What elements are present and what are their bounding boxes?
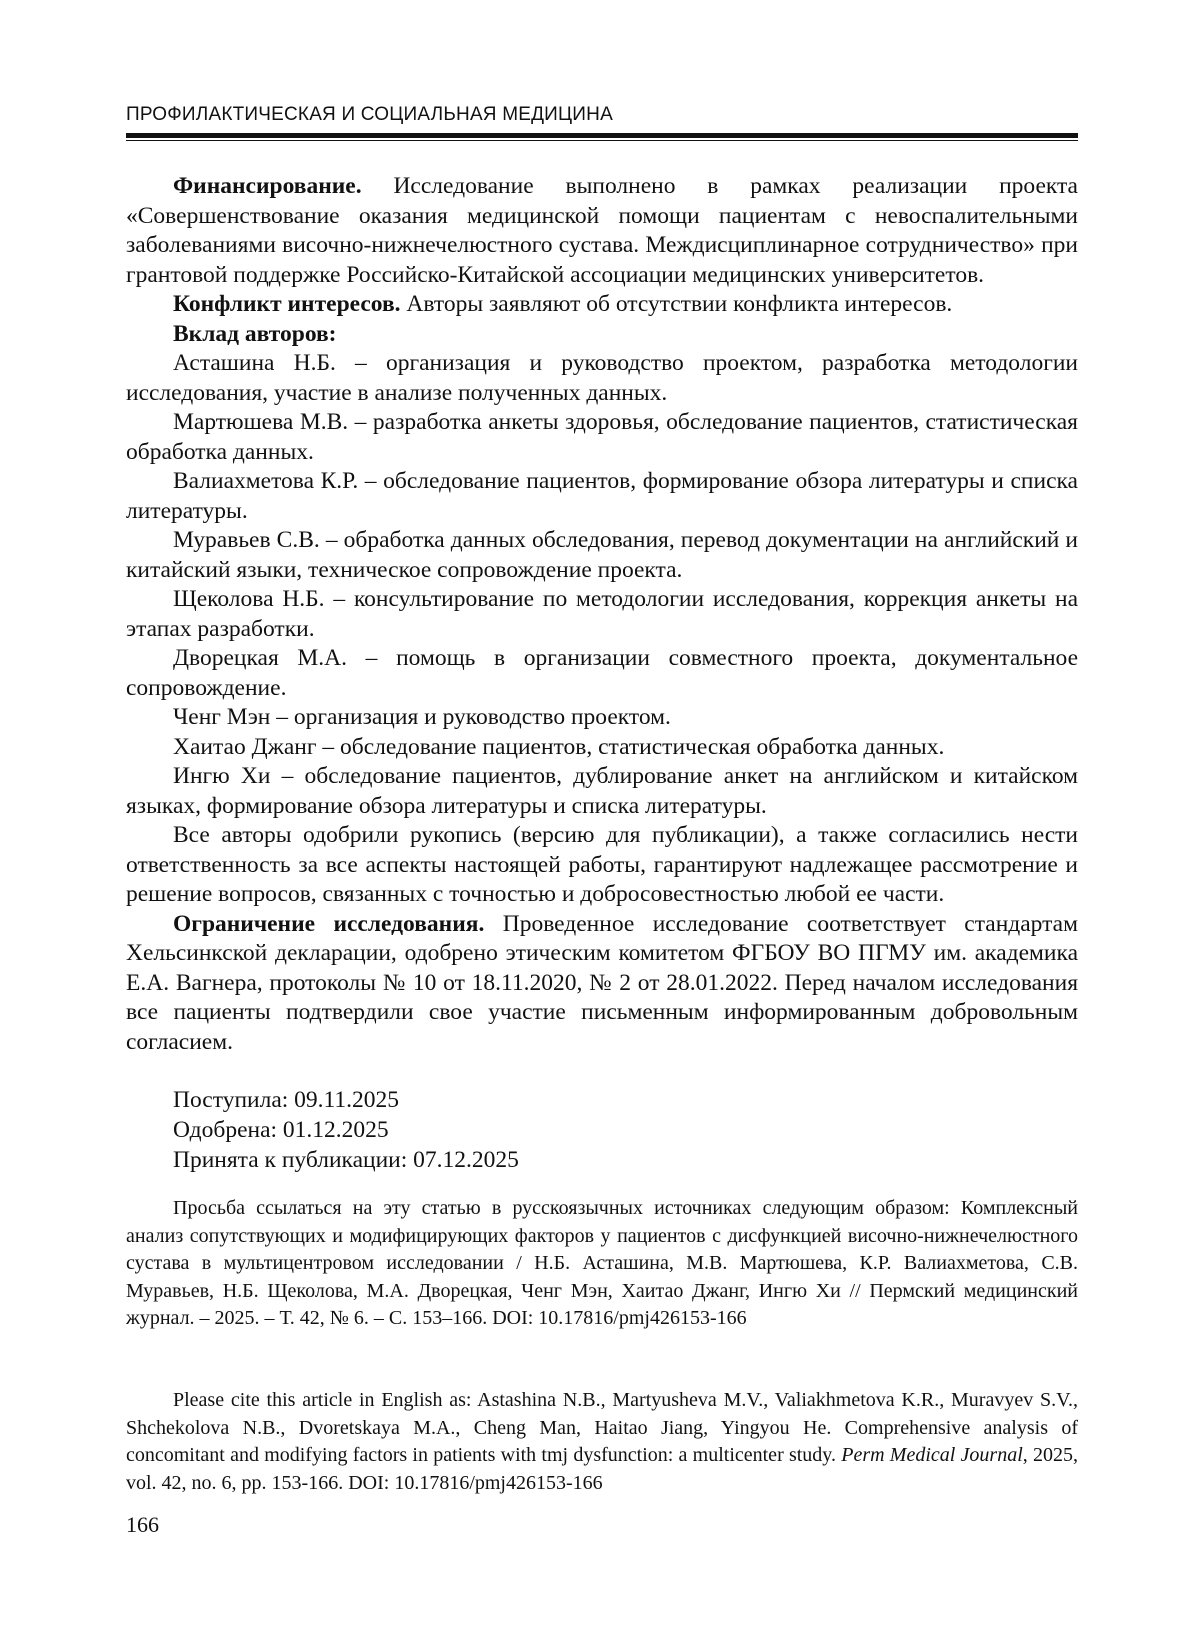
- citation-english: [126, 1387, 1078, 1497]
- contribution-item: Хаитао Джанг – обследование пациентов, статистическая обработка данных.: [173, 733, 945, 760]
- contribution-item: Ченг Мэн – организация и руководство проектом.: [173, 704, 671, 730]
- section-header: ПРОФИЛАКТИЧЕСКАЯ И СОЦИАЛЬНАЯ МЕДИЦИНА: [126, 104, 613, 125]
- contribution-item: Асташина Н.Б. – организация и руководство проектом, разработка методологии исследования, участие в анализе полученных данных.: [126, 350, 1078, 406]
- conflict-label: Конфликт интересов.: [173, 291, 401, 317]
- date-accepted: Принята к публикации: 07.12.2025: [173, 1147, 519, 1173]
- contribution-item: Валиахметова К.Р. – обследование пациентов, формирование обзора литературы и списка литературы.: [126, 468, 1078, 524]
- contribution-item: Дворецкая М.А. – помощь в организации совместного проекта, документальное сопровождение.: [126, 645, 1078, 701]
- article-dates: [173, 1085, 519, 1175]
- date-approved: Одобрена: 01.12.2025: [173, 1117, 389, 1143]
- limitation-label: Ограничение исследования.: [173, 910, 485, 937]
- contribution-item: Щеколова Н.Б. – консультирование по методологии исследования, коррекция анкеты на этапах разработки.: [126, 586, 1078, 642]
- conflict-paragraph: [126, 290, 1078, 320]
- article-body: [126, 172, 1078, 1057]
- contribution-item: Ингю Хи – обследование пациентов, дублирование анкет на английском и китайском языках, формирование обзора литературы и списка литературы.: [126, 763, 1078, 819]
- header-rule-thin: [126, 140, 1078, 141]
- contributions-heading: Вклад авторов:: [173, 320, 337, 347]
- funding-label: Финансирование.: [173, 173, 362, 199]
- citation-english-text: Please cite this article in English as: Astashina N.B., Martyusheva M.V., Valiakhmetova K.R., Muravyev S.V., Shchekolova N.B., Dvoretskaya M.A., Cheng Man, Haitao Jiang, Yingyou He. Comprehensive analysis of concomitant and modifying factors in patients with tmj dysfunction: a multicenter study.: [126, 1389, 1078, 1466]
- contribution-item: Все авторы одобрили рукопись (версию для публикации), а также согласились нести ответственность за все аспекты настоящей работы, гарантируют надлежащее рассмотрение и решение вопросов, связанных с точностью и добросовестностью любой ее части.: [126, 822, 1078, 907]
- page-number: 166: [126, 1512, 159, 1537]
- citation-russian: Просьба ссылаться на эту статью в русскоязычных источниках следующим образом: Комплексный анализ сопутствующих и модифицирующих факторов у пациентов с дисфункцией височно-нижнечелюстного сустава в мультицентровом исследовании / Н.Б. Асташина, М.В. Мартюшева, К.Р. Валиахметова, С.В. Муравьев, Н.Б. Щеколова, М.А. Дворецкая, Ченг Мэн, Хаитао Джанг, Ингю Хи // Пермский медицинский журнал. – 2025. – Т. 42, № 6. – С. 153–166. DOI: 10.17816/pmj426153-166: [126, 1197, 1078, 1329]
- limitation-text: Проведенное исследование соответствует стандартам Хельсинкской декларации, одобрено этическим комитетом ФГБОУ ВО ПГМУ им. академика Е.А. Вагнера, протоколы № 10 от 18.11.2020, № 2 от 28.01.2022. Перед началом исследования все пациенты подтвердили свое участие письменным информированным добровольным согласием.: [126, 910, 1078, 1055]
- citation-journal-name: Perm Medical Journal: [841, 1444, 1023, 1466]
- date-received: Поступила: 09.11.2025: [173, 1087, 400, 1113]
- citation-english-details: , 2025, vol. 42, no. 6, pp. 153-166. DOI: 10.17816/pmj426153-166: [126, 1444, 1078, 1494]
- header-rule-thick: [126, 133, 1078, 138]
- conflict-text: Авторы заявляют об отсутствии конфликта интересов.: [400, 291, 953, 317]
- contribution-item: Муравьев С.В. – обработка данных обследования, перевод документации на английский и китайский языки, техническое сопровождение проекта.: [126, 527, 1078, 583]
- funding-text: Исследование выполнено в рамках реализации проекта «Совершенствование оказания медицинской помощи пациентам с невоспалительными заболеваниями височно-нижнечелюстного сустава. Междисциплинарное сотрудничество» при грантовой поддержке Российско-Китайской ассоциации медицинских университетов.: [126, 173, 1078, 288]
- funding-paragraph: [126, 172, 1078, 290]
- limitation-paragraph: [126, 910, 1078, 1058]
- contribution-item: Мартюшева М.В. – разработка анкеты здоровья, обследование пациентов, статистическая обработка данных.: [126, 409, 1078, 465]
